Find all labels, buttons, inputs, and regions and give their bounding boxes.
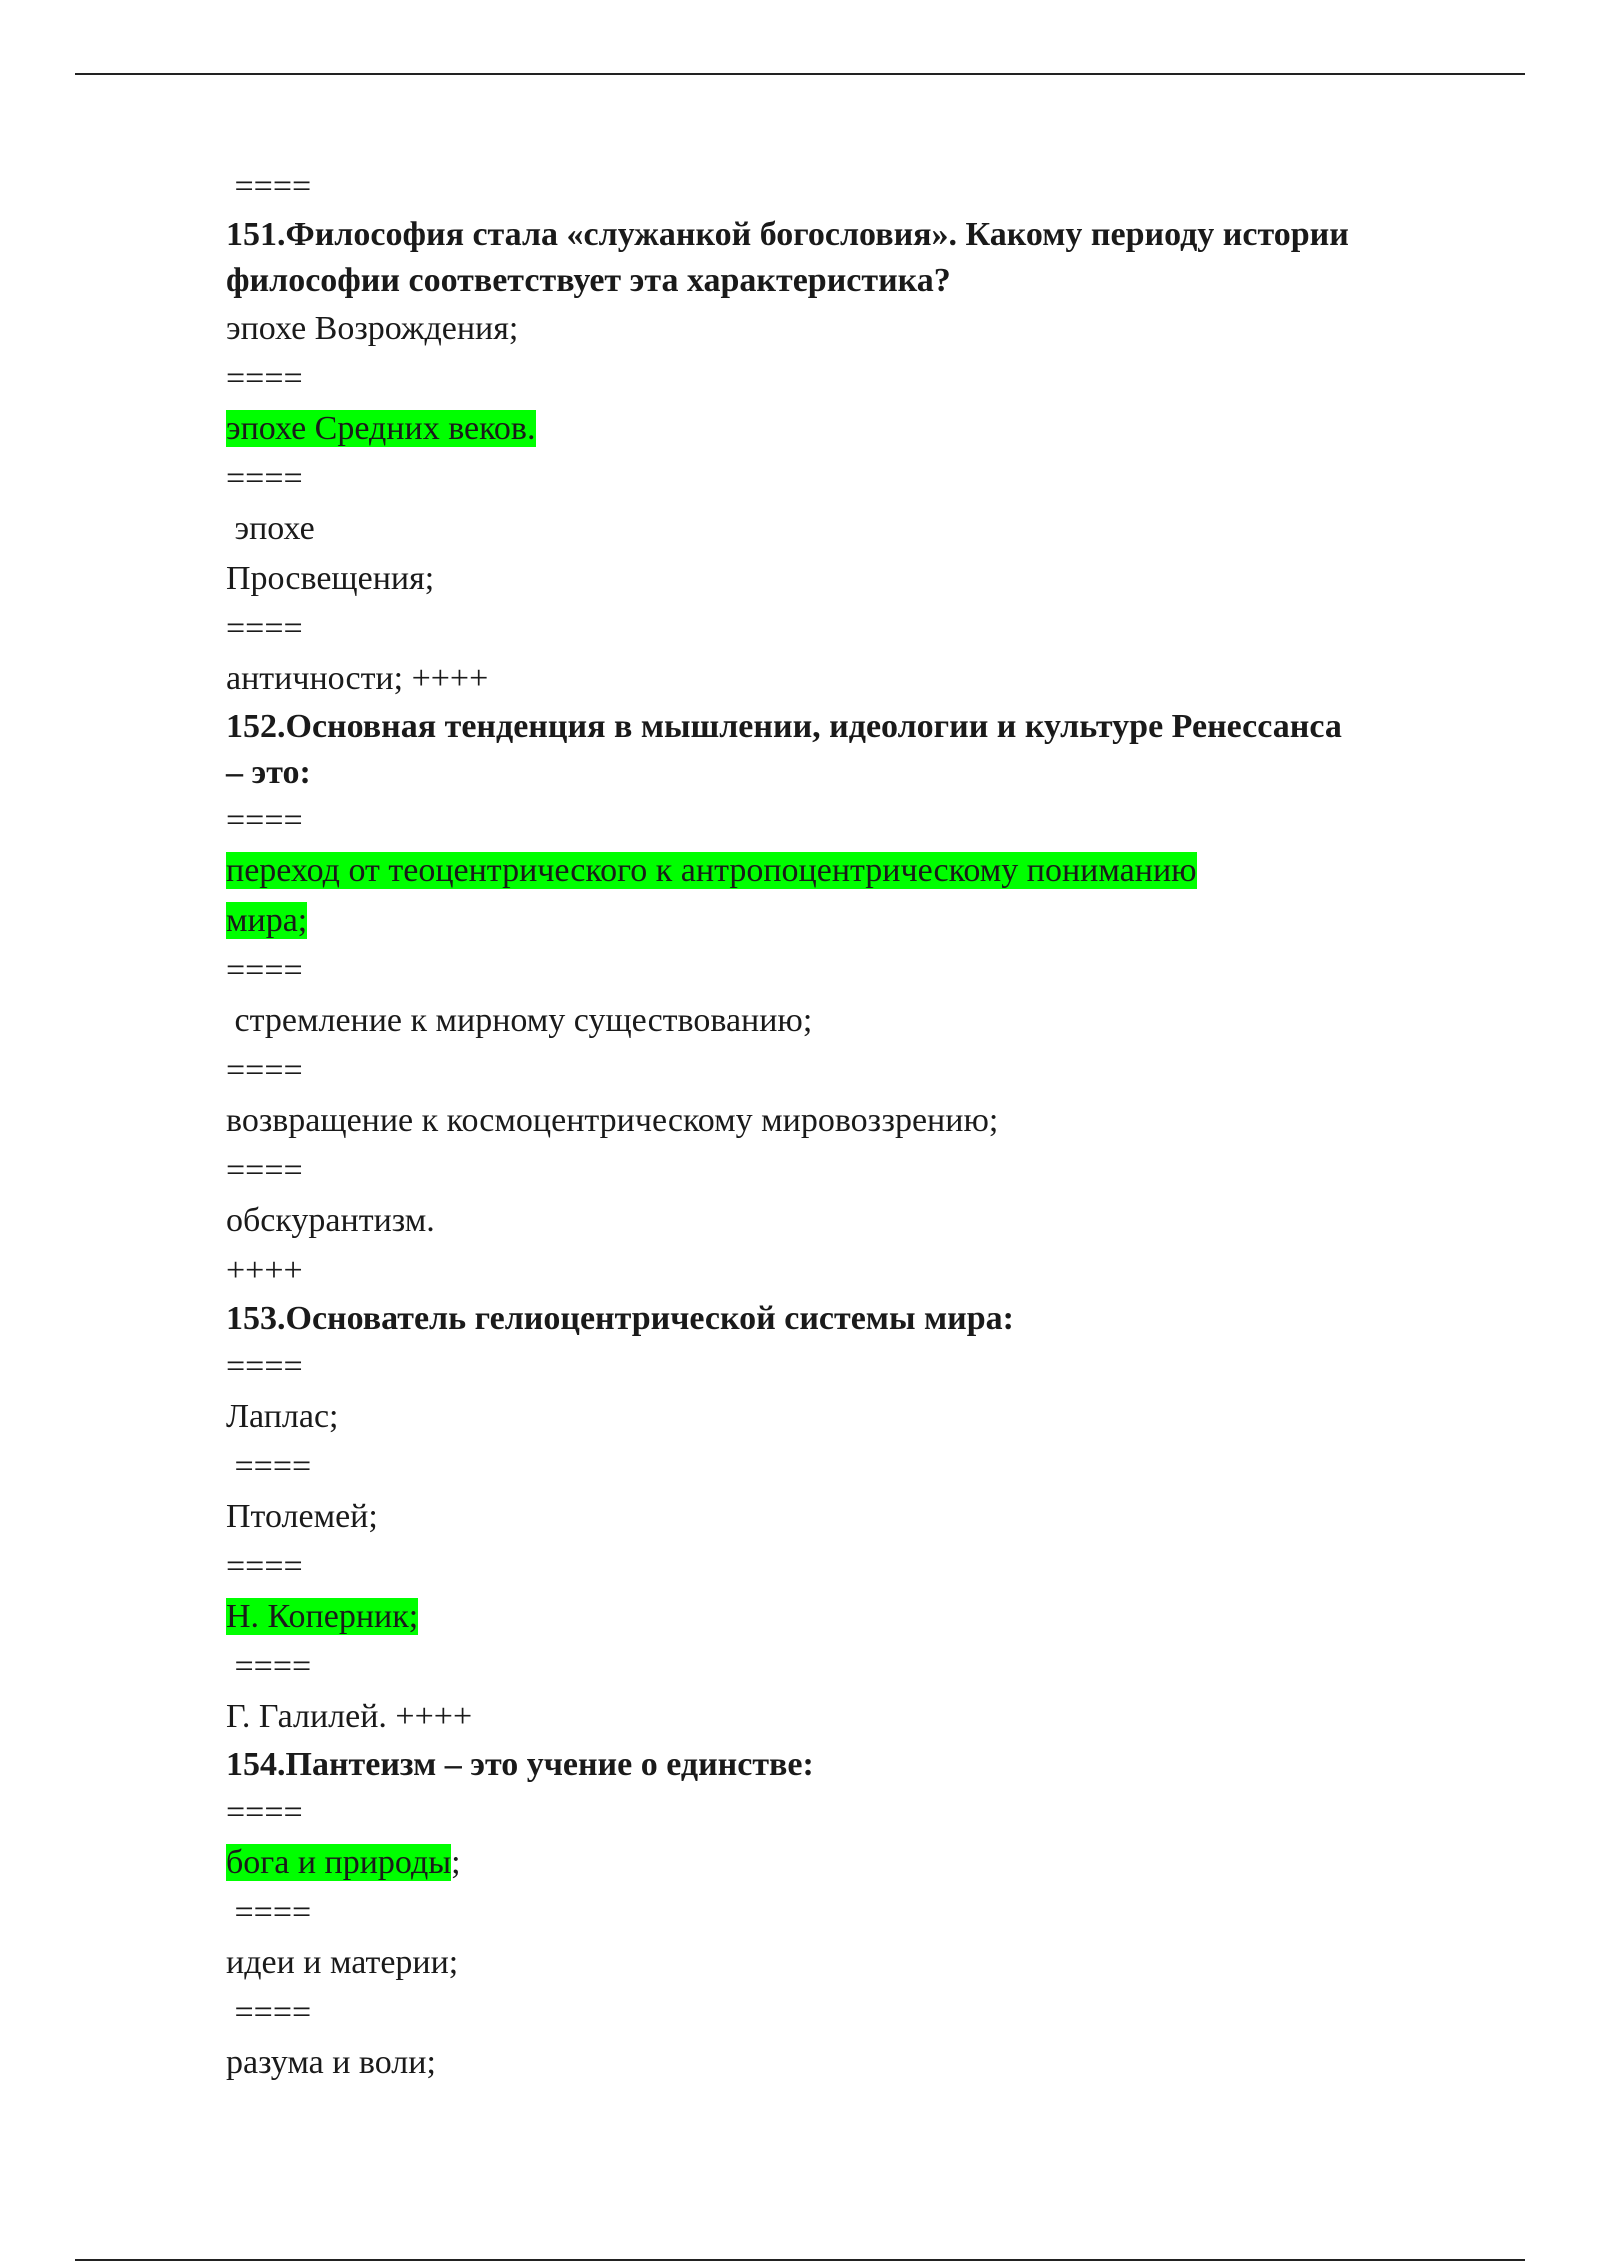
answer-suffix: ;: [451, 1844, 461, 1881]
separator-line: ====: [226, 802, 303, 839]
separator-line: ====: [226, 610, 303, 647]
answer-highlight: бога и природы: [226, 1844, 452, 1881]
top-rule: [75, 73, 1525, 75]
answer-highlight: переход от теоцентрического к антропоцентрическому пониманию: [226, 852, 1197, 889]
question-154-title: 154.Пантеизм – это учение о единстве:: [226, 1746, 814, 1783]
correct-answer: [226, 846, 1526, 896]
answer-option: Г. Галилей. ++++: [226, 1698, 473, 1735]
separator-line: ====: [226, 1648, 312, 1685]
answer-highlight: мира;: [226, 902, 308, 939]
separator-line: ====: [226, 168, 312, 205]
separator-line: ====: [226, 1794, 303, 1831]
answer-highlight: Н. Коперник;: [226, 1598, 419, 1635]
separator-line: ====: [226, 1548, 303, 1585]
separator-line: ====: [226, 1448, 312, 1485]
question-153-title: 153.Основатель гелиоцентрической системы мира:: [226, 1300, 1014, 1337]
end-marker: ++++: [226, 1252, 303, 1289]
separator-line: ====: [226, 1894, 312, 1931]
separator-line: ====: [226, 952, 303, 989]
answer-highlight: эпохе Средних веков.: [226, 410, 536, 447]
answer-option: разума и воли;: [226, 2044, 436, 2081]
separator-line: ====: [226, 1152, 303, 1189]
correct-answer-cont: [226, 896, 1526, 946]
separator-line: ====: [226, 460, 303, 497]
answer-option: Птолемей;: [226, 1498, 378, 1535]
question-152-title: 152.Основная тенденция в мышлении, идеологии и культуре Ренессанса: [226, 708, 1342, 745]
separator-line: ====: [226, 1994, 312, 2031]
question-151-title-cont: философии соответствует эта характеристика?: [226, 262, 951, 299]
separator-line: ====: [226, 1052, 303, 1089]
correct-answer: [226, 404, 1526, 454]
separator-line: ====: [226, 1348, 303, 1385]
question-152-title-cont: – это:: [226, 754, 311, 791]
answer-option: античности; ++++: [226, 660, 489, 697]
separator-line: ====: [226, 360, 303, 397]
document-body: [226, 162, 1526, 2088]
answer-option-cont: Просвещения;: [226, 560, 435, 597]
answer-option: обскурантизм.: [226, 1202, 435, 1239]
answer-option: Лаплас;: [226, 1398, 339, 1435]
question-151-title: 151.Философия стала «служанкой богословия». Какому периоду истории: [226, 216, 1349, 253]
correct-answer: [226, 1838, 1526, 1888]
answer-option: эпохе: [226, 510, 315, 547]
answer-option: возвращение к космоцентрическому мировоззрению;: [226, 1102, 999, 1139]
answer-option: идеи и материи;: [226, 1944, 459, 1981]
bottom-rule: [75, 2259, 1525, 2261]
answer-option: эпохе Возрождения;: [226, 310, 519, 347]
correct-answer: [226, 1592, 1526, 1642]
answer-option: стремление к мирному существованию;: [226, 1002, 813, 1039]
